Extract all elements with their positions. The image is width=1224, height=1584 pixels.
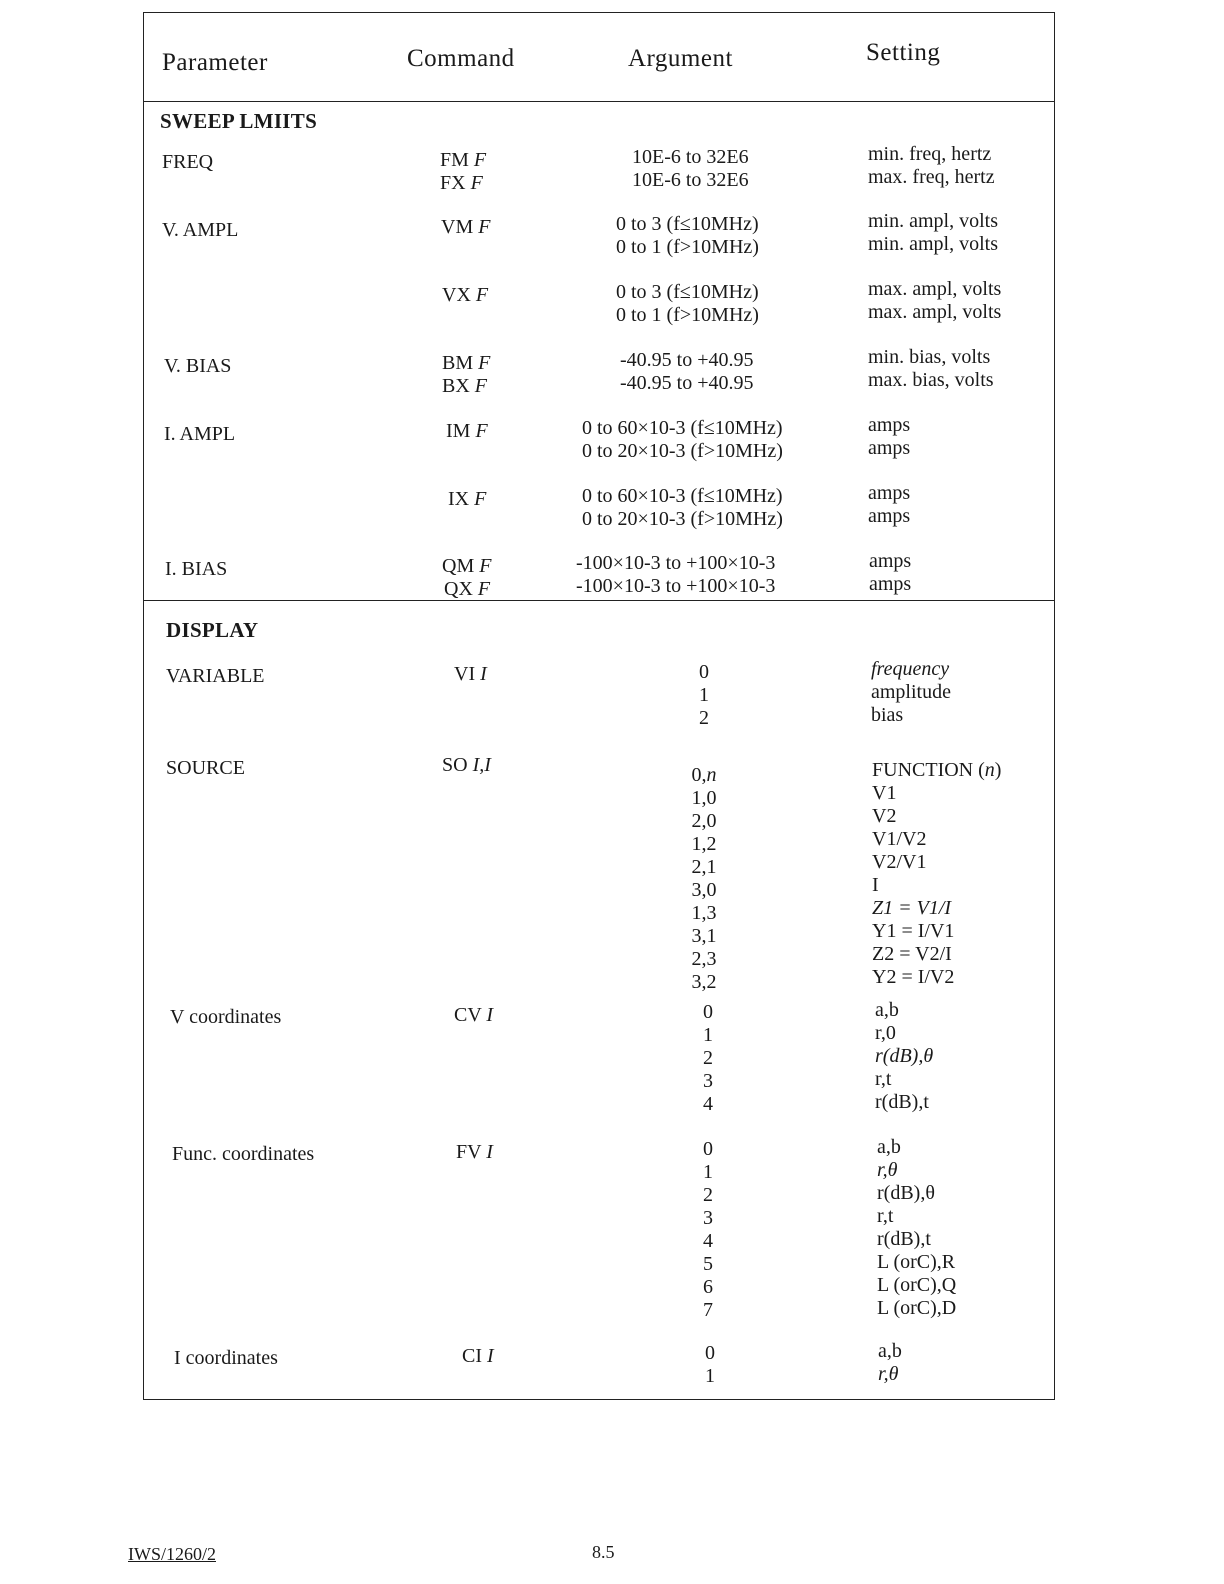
arg-ix-low: 0 to 60×10-3 (f≤10MHz) xyxy=(582,485,783,507)
arg-vm-high: 0 to 1 (f>10MHz) xyxy=(616,236,759,258)
list-item: 0 xyxy=(703,1138,713,1160)
list-item: 4 xyxy=(703,1093,713,1115)
arg-list-vcoords xyxy=(668,1001,748,1116)
list-item: 1 xyxy=(699,684,709,706)
arg-vx-high: 0 to 1 (f>10MHz) xyxy=(616,304,759,326)
arg-bias-min: -40.95 to +40.95 xyxy=(620,349,754,371)
cmd-fv: FV I xyxy=(456,1141,493,1163)
list-item: 3,0 xyxy=(691,879,717,901)
list-item: r(dB),t xyxy=(877,1228,931,1250)
param-vbias: V. BIAS xyxy=(164,355,232,377)
set-freq-max: max. freq, hertz xyxy=(868,166,995,188)
header-setting: Setting xyxy=(866,39,941,66)
arg-freq-min: 10E-6 to 32E6 xyxy=(632,146,749,168)
list-item: 2 xyxy=(703,1184,713,1206)
param-iampl: I. AMPL xyxy=(164,423,236,445)
set-vx-high: max. ampl, volts xyxy=(868,301,1002,323)
list-item: 3 xyxy=(703,1070,713,1092)
arg-vm-low: 0 to 3 (f≤10MHz) xyxy=(616,213,759,235)
arg-list-variable xyxy=(664,661,744,730)
set-im-high: amps xyxy=(868,437,911,459)
list-item: r(dB),θ xyxy=(877,1182,935,1204)
list-item: 2,0 xyxy=(691,810,717,832)
list-item: 0 xyxy=(699,661,709,683)
table-header xyxy=(144,13,1054,102)
arg-bias-max: -40.95 to +40.95 xyxy=(620,372,754,394)
arg-ix-high: 0 to 20×10-3 (f>10MHz) xyxy=(582,508,783,530)
list-item: FUNCTION (n) xyxy=(872,759,1002,781)
cmd-fx: FX F xyxy=(440,172,483,194)
list-item: V1/V2 xyxy=(872,828,927,850)
list-item: 1,2 xyxy=(691,833,717,855)
arg-ibias-min: -100×10-3 to +100×10-3 xyxy=(576,552,776,574)
arg-freq-max: 10E-6 to 32E6 xyxy=(632,169,749,191)
cmd-bx: BX F xyxy=(442,375,488,397)
set-ibias-max: amps xyxy=(869,573,912,595)
set-ix-low: amps xyxy=(868,482,911,504)
param-variable: VARIABLE xyxy=(166,665,265,687)
list-item: L (orC),D xyxy=(877,1297,957,1319)
set-ix-high: amps xyxy=(868,505,911,527)
list-item: L (orC),Q xyxy=(877,1274,957,1296)
param-vcoords: V coordinates xyxy=(170,1006,282,1028)
set-list-variable xyxy=(871,658,951,727)
arg-vx-low: 0 to 3 (f≤10MHz) xyxy=(616,281,759,303)
list-item: Y2 = I/V2 xyxy=(872,966,955,988)
list-item: 2 xyxy=(699,707,709,729)
cmd-qx: QX F xyxy=(444,578,491,600)
set-bias-max: max. bias, volts xyxy=(868,369,994,391)
list-item: 2 xyxy=(703,1047,713,1069)
cmd-fm: FM F xyxy=(440,149,487,171)
arg-im-high: 0 to 20×10-3 (f>10MHz) xyxy=(582,440,783,462)
set-ibias-min: amps xyxy=(869,550,912,572)
list-item: 2,1 xyxy=(691,856,717,878)
document-id: IWS/1260/2 xyxy=(128,1544,216,1564)
cmd-im: IM F xyxy=(446,420,488,442)
list-item: V2/V1 xyxy=(872,851,927,873)
list-item: 1 xyxy=(705,1365,715,1387)
arg-list-icoords xyxy=(670,1342,750,1388)
param-ibias: I. BIAS xyxy=(165,558,228,580)
list-item: 0 xyxy=(705,1342,715,1364)
cmd-so: SO I,I xyxy=(442,754,491,776)
arg-list-fcoords xyxy=(668,1138,748,1322)
list-item: V2 xyxy=(872,805,897,827)
list-item: 3,1 xyxy=(691,925,717,947)
list-item: amplitude xyxy=(871,681,951,703)
set-list-source xyxy=(872,759,1001,989)
param-vampl: V. AMPL xyxy=(162,219,239,241)
set-vm-high: min. ampl, volts xyxy=(868,233,998,255)
list-item: Z2 = V2/I xyxy=(872,943,952,965)
arg-ibias-max: -100×10-3 to +100×10-3 xyxy=(576,575,776,597)
list-item: 5 xyxy=(703,1253,713,1275)
list-item: frequency xyxy=(871,658,950,680)
list-item: r,t xyxy=(875,1068,892,1090)
list-item: Z1 = V1/I xyxy=(872,897,952,919)
list-item: 3 xyxy=(703,1207,713,1229)
cmd-cv: CV I xyxy=(454,1004,494,1026)
param-fcoords: Func. coordinates xyxy=(172,1143,315,1165)
list-item: Y1 = I/V1 xyxy=(872,920,955,942)
section-title-sweep: SWEEP LMIITS xyxy=(160,109,318,133)
param-source: SOURCE xyxy=(166,757,245,779)
arg-im-low: 0 to 60×10-3 (f≤10MHz) xyxy=(582,417,783,439)
list-item: r,θ xyxy=(878,1363,899,1385)
cmd-vx: VX F xyxy=(442,284,489,306)
list-item: r(dB),θ xyxy=(875,1045,934,1067)
cmd-bm: BM F xyxy=(442,352,491,374)
list-item: r,t xyxy=(877,1205,894,1227)
param-freq: FREQ xyxy=(162,151,214,173)
list-item: r,θ xyxy=(877,1159,898,1181)
list-item: I xyxy=(872,874,879,896)
list-item: a,b xyxy=(877,1136,901,1158)
list-item: a,b xyxy=(878,1340,902,1362)
list-item: r(dB),t xyxy=(875,1091,929,1113)
section-divider xyxy=(144,600,1054,601)
list-item: r,0 xyxy=(875,1022,896,1044)
list-item: 0 xyxy=(703,1001,713,1023)
cmd-ix: IX F xyxy=(448,488,487,510)
set-freq-min: min. freq, hertz xyxy=(868,143,992,165)
cmd-vm: VM F xyxy=(441,216,491,238)
list-item: 4 xyxy=(703,1230,713,1252)
section-title-display: DISPLAY xyxy=(166,618,259,642)
set-vx-low: max. ampl, volts xyxy=(868,278,1002,300)
list-item: 7 xyxy=(703,1299,713,1321)
cmd-vi: VI I xyxy=(454,663,487,685)
cmd-qm: QM F xyxy=(442,555,492,577)
list-item: 1 xyxy=(703,1024,713,1046)
list-item: 1,3 xyxy=(691,902,717,924)
list-item: a,b xyxy=(875,999,899,1021)
list-item: bias xyxy=(871,704,904,726)
set-list-icoords xyxy=(878,1340,902,1386)
arg-list-source xyxy=(664,764,744,994)
list-item: 0,n xyxy=(691,764,717,786)
page-number: 8.5 xyxy=(592,1542,615,1562)
header-command: Command xyxy=(407,45,515,72)
list-item: 1,0 xyxy=(691,787,717,809)
header-parameter: Parameter xyxy=(162,49,268,76)
list-item: 1 xyxy=(703,1161,713,1183)
set-list-vcoords xyxy=(875,999,933,1114)
list-item: V1 xyxy=(872,782,897,804)
set-im-low: amps xyxy=(868,414,911,436)
cmd-ci: CI I xyxy=(462,1345,494,1367)
set-list-fcoords xyxy=(877,1136,956,1320)
list-item: 6 xyxy=(703,1276,713,1298)
list-item: 3,2 xyxy=(691,971,717,993)
list-item: L (orC),R xyxy=(877,1251,956,1273)
list-item: 2,3 xyxy=(691,948,717,970)
set-bias-min: min. bias, volts xyxy=(868,346,991,368)
command-table xyxy=(143,12,1055,1400)
set-vm-low: min. ampl, volts xyxy=(868,210,998,232)
param-icoords: I coordinates xyxy=(174,1347,278,1369)
header-argument: Argument xyxy=(628,45,733,72)
